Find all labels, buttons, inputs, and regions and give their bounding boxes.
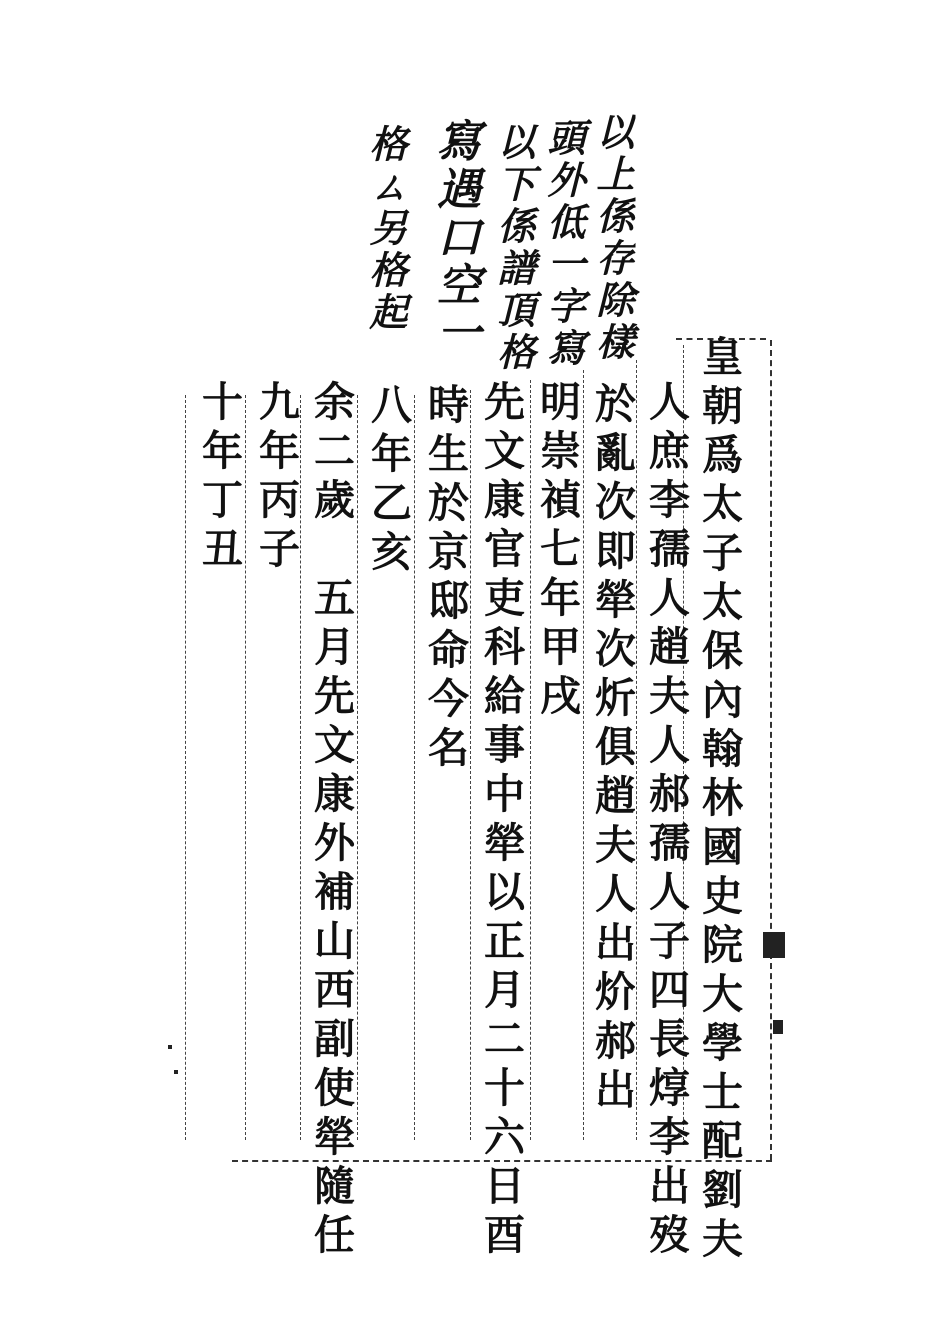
column-divider: [185, 395, 186, 1140]
marginal-note: 寫遇口空一: [429, 118, 480, 358]
column-divider: [530, 380, 531, 1140]
column-divider: [414, 395, 415, 1140]
frame-right-rule: [770, 340, 772, 1160]
column-divider: [470, 390, 471, 1140]
column-divider: [636, 360, 637, 1140]
text-column: 余二歲 五月先文康外補山西副使犖隨任: [307, 380, 355, 1262]
ink-mark: [763, 932, 785, 958]
text-column: 先文康官吏科給事中犖以正月二十六日酉: [477, 380, 525, 1262]
column-divider: [245, 395, 246, 1140]
text-column: 於亂次即犖次炘俱趙夫人出炌郝出: [588, 382, 636, 1117]
column-divider: [357, 395, 358, 1140]
column-divider: [300, 395, 301, 1140]
text-column: 九年丙子: [252, 380, 300, 576]
text-column: 八年乙亥: [364, 383, 412, 579]
ink-mark: [174, 1070, 178, 1074]
marginal-note: 以下係譜頂格: [491, 122, 536, 374]
ink-mark: [168, 1045, 172, 1049]
marginal-note: 以上係存除樣: [590, 112, 635, 364]
column-divider: [583, 370, 584, 1140]
text-column: 皇朝爲太子太保內翰林國史院大學士配劉夫: [695, 335, 743, 1266]
text-column: 明崇禎七年甲戌: [533, 380, 581, 723]
marginal-note: 格ㄙ另格起: [363, 124, 408, 334]
text-column: 十年丁丑: [195, 380, 243, 576]
ink-mark: [773, 1020, 783, 1034]
marginal-note: 頭外低一字寫: [541, 118, 586, 370]
text-column: 人庶李孺人趙夫人郝孺人子四長焞李出歿: [642, 380, 690, 1262]
text-column: 時生於京邸命今名: [421, 383, 469, 775]
